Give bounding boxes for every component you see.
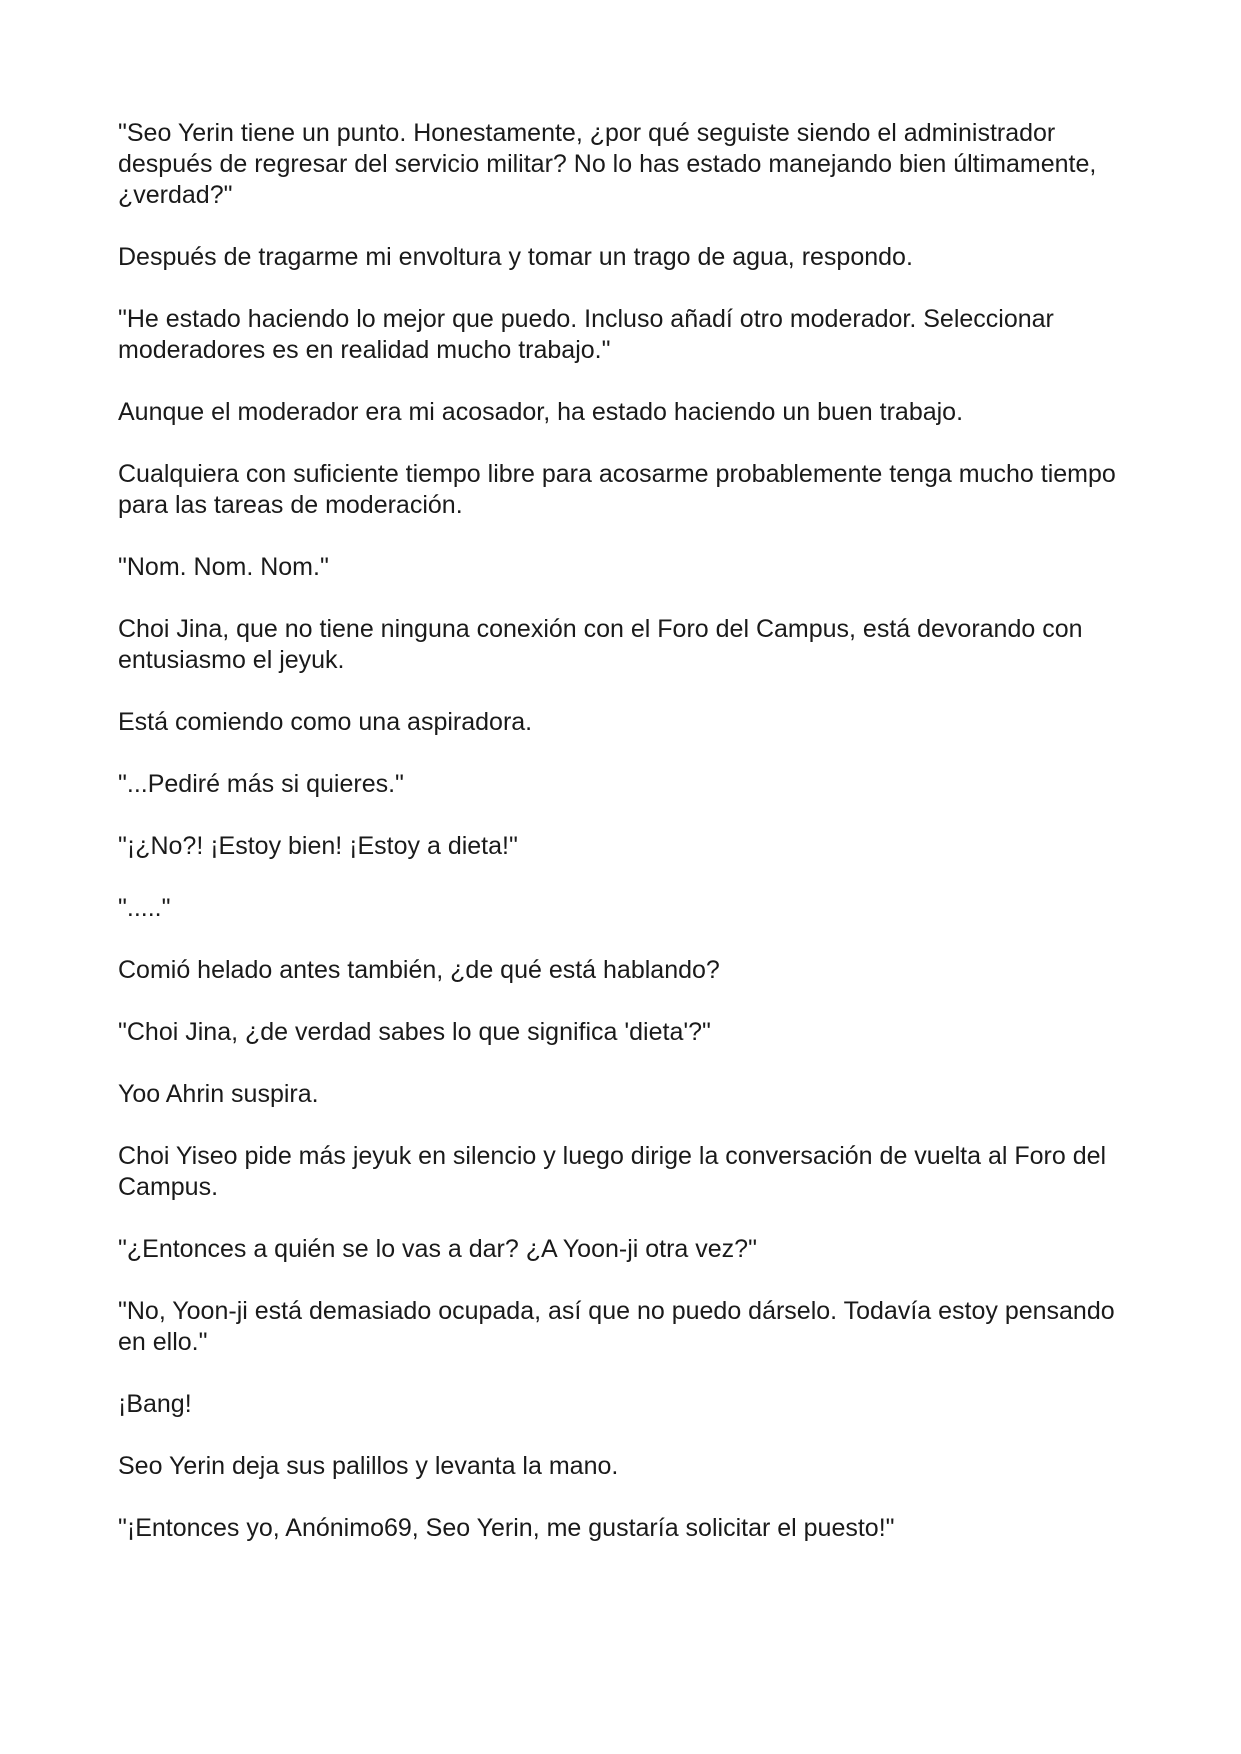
paragraph: "No, Yoon-ji está demasiado ocupada, así que no puedo dárselo. Todavía estoy pensando en ello." (118, 1297, 1115, 1356)
paragraph: Choi Jina, que no tiene ninguna conexión con el Foro del Campus, está devorando con entusiasmo el jeyuk. (118, 615, 1083, 674)
paragraph: Está comiendo como una aspiradora. (118, 708, 533, 736)
paragraph: ¡Bang! (118, 1390, 192, 1418)
paragraph: Aunque el moderador era mi acosador, ha estado haciendo un buen trabajo. (118, 398, 964, 426)
document-body (118, 118, 1128, 1544)
paragraph: "¿Entonces a quién se lo vas a dar? ¿A Yoon-ji otra vez?" (118, 1235, 757, 1263)
paragraph: "¡Entonces yo, Anónimo69, Seo Yerin, me gustaría solicitar el puesto!" (118, 1514, 895, 1542)
paragraph: "....." (118, 894, 171, 922)
paragraph: "Choi Jina, ¿de verdad sabes lo que significa 'dieta'?" (118, 1018, 711, 1046)
paragraph: Yoo Ahrin suspira. (118, 1080, 319, 1108)
paragraph: "Nom. Nom. Nom." (118, 553, 329, 581)
paragraph: Choi Yiseo pide más jeyuk en silencio y luego dirige la conversación de vuelta al Foro del Campus. (118, 1142, 1107, 1201)
paragraph: "...Pediré más si quieres." (118, 770, 404, 798)
paragraph: "Seo Yerin tiene un punto. Honestamente, ¿por qué seguiste siendo el administrador después de regresar del servicio militar? No lo has estado manejando bien últimamente, ¿verdad?" (118, 119, 1097, 209)
paragraph: Cualquiera con suficiente tiempo libre para acosarme probablemente tenga mucho tiempo para las tareas de moderación. (118, 460, 1116, 519)
paragraph: Después de tragarme mi envoltura y tomar un trago de agua, respondo. (118, 243, 913, 271)
paragraph: Comió helado antes también, ¿de qué está hablando? (118, 956, 720, 984)
paragraph: "He estado haciendo lo mejor que puedo. Incluso añadí otro moderador. Seleccionar moderadores es en realidad mucho trabajo." (118, 305, 1054, 364)
paragraph: Seo Yerin deja sus palillos y levanta la mano. (118, 1452, 619, 1480)
paragraph: "¡¿No?! ¡Estoy bien! ¡Estoy a dieta!" (118, 832, 518, 860)
